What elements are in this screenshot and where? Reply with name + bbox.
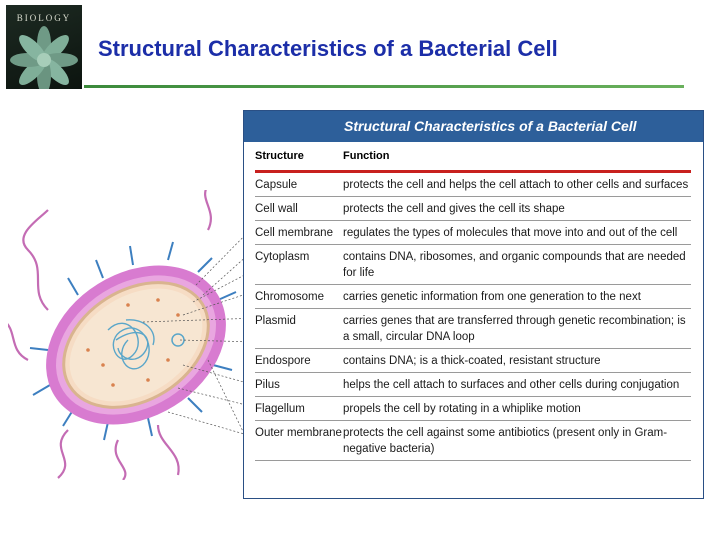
structure-cell: Flagellum: [255, 403, 305, 415]
column-header-structure: Structure: [255, 150, 304, 162]
function-cell: protects the cell and gives the cell its shape: [343, 203, 565, 215]
function-cell: protects the cell against some antibiotics (present only in Gram-negative bacteria): [343, 427, 668, 455]
structure-cell: Cytoplasm: [255, 251, 310, 263]
table-body: [244, 142, 703, 461]
structure-cell: Chromosome: [255, 291, 325, 303]
function-cell: carries genetic information from one generation to the next: [343, 291, 641, 303]
structure-cell: Pilus: [255, 379, 280, 391]
function-cell: contains DNA, ribosomes, and organic compounds that are needed for life: [343, 251, 686, 279]
table-title: Structural Characteristics of a Bacterial Cell: [244, 111, 703, 142]
structure-cell: Endospore: [255, 355, 311, 367]
column-header-function: Function: [343, 150, 390, 162]
table-row: [255, 245, 691, 285]
table-row: [255, 373, 691, 397]
slide-title: Structural Characteristics of a Bacterial Cell: [98, 36, 558, 61]
function-cell: contains DNA; is a thick-coated, resistant structure: [343, 355, 601, 367]
title-divider: [84, 85, 684, 88]
logo-text: BIOLOGY: [16, 13, 72, 23]
book-cover-logo: [6, 5, 82, 89]
table-row: [255, 285, 691, 309]
structure-cell: Cell wall: [255, 203, 298, 215]
function-cell: protects the cell and helps the cell attach to other cells and surfaces: [343, 179, 689, 191]
structure-cell: Cell membrane: [255, 227, 333, 239]
table-rows: [255, 173, 691, 461]
table-row: [255, 421, 691, 461]
structure-cell: Capsule: [255, 179, 298, 191]
table-row: [255, 397, 691, 421]
table-row: [255, 197, 691, 221]
function-cell: propels the cell by rotating in a whiplike motion: [343, 403, 581, 415]
structure-cell: Plasmid: [255, 315, 296, 327]
function-cell: regulates the types of molecules that move into and out of the cell: [343, 227, 678, 239]
function-cell: carries genes that are transferred through genetic recombination; is a small, circular DNA loop: [343, 315, 686, 343]
table-row: [255, 221, 691, 245]
table-column-headers: [255, 142, 691, 173]
bacterial-cell-illustration: [8, 190, 258, 480]
structure-function-table: [243, 110, 704, 499]
table-row: [255, 309, 691, 349]
structure-cell: Outer membrane: [255, 427, 342, 439]
table-row: [255, 173, 691, 197]
function-cell: helps the cell attach to surfaces and other cells during conjugation: [343, 379, 680, 391]
table-row: [255, 349, 691, 373]
